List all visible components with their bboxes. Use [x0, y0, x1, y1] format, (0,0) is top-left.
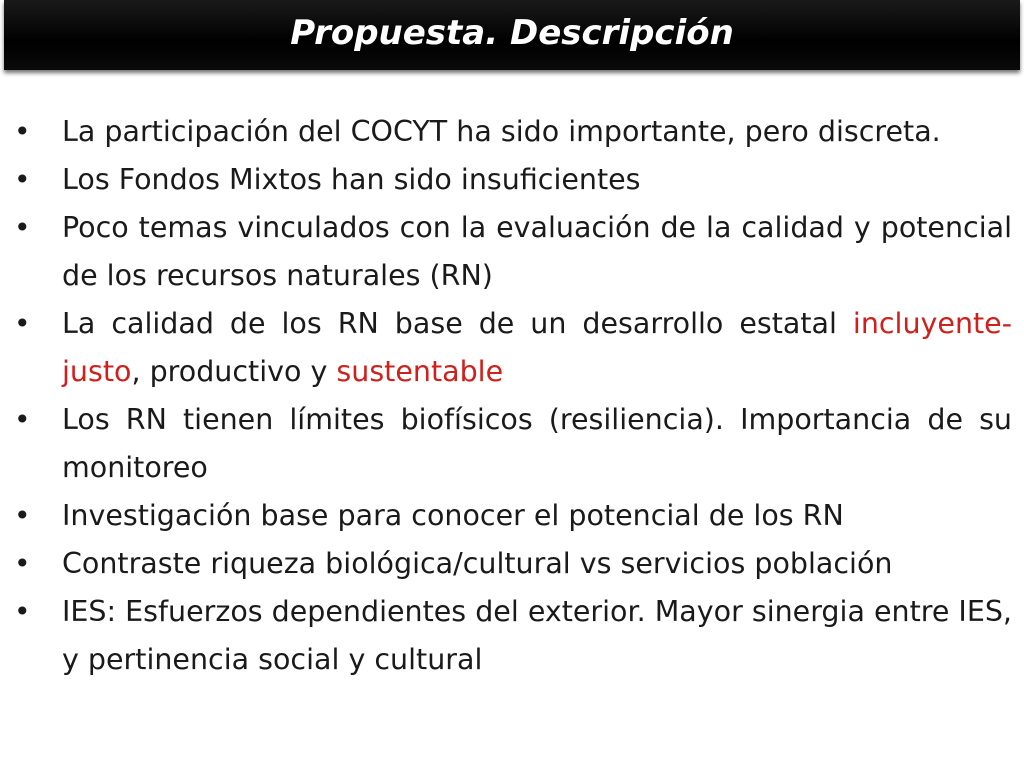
bullet-text: , productivo y	[131, 355, 337, 388]
bullet-icon: •	[14, 307, 31, 340]
bullet-text: La participación del COCYT ha sido importante, pero discreta.	[62, 115, 941, 148]
highlight-text: sustentable	[336, 355, 504, 388]
bullet-item	[14, 108, 1012, 156]
bullet-text: Los Fondos Mixtos han sido insuficientes	[62, 163, 641, 196]
bullet-icon: •	[14, 499, 31, 532]
slide-title: Propuesta. Descripción	[290, 13, 734, 53]
title-bar	[4, 0, 1020, 70]
bullet-item	[14, 204, 1012, 300]
bullet-text: Los RN tienen límites biofísicos (resiliencia). Importancia de su monitoreo	[62, 403, 1012, 484]
bullet-list	[14, 108, 1012, 684]
bullet-item	[14, 156, 1012, 204]
highlight-text: incluyente-justo	[62, 307, 1012, 388]
bullet-item	[14, 396, 1012, 492]
bullet-item	[14, 540, 1012, 588]
bullet-text: La calidad de los RN base de un desarrollo estatal	[62, 307, 853, 340]
bullet-icon: •	[14, 163, 31, 196]
bullet-icon: •	[14, 403, 31, 436]
bullet-item	[14, 492, 1012, 540]
bullet-item	[14, 588, 1012, 684]
bullet-icon: •	[14, 595, 31, 628]
bullet-icon: •	[14, 211, 31, 244]
bullet-text: Contraste riqueza biológica/cultural vs servicios población	[62, 547, 893, 580]
bullet-icon: •	[14, 115, 31, 148]
bullet-text: Investigación base para conocer el potencial de los RN	[62, 499, 844, 532]
bullet-icon: •	[14, 547, 31, 580]
bullet-item	[14, 300, 1012, 396]
bullet-text: Poco temas vinculados con la evaluación de la calidad y potencial de los recursos naturales (RN)	[62, 211, 1012, 292]
bullet-text: IES: Esfuerzos dependientes del exterior. Mayor sinergia entre IES, y pertinencia social y cultural	[62, 595, 1012, 676]
